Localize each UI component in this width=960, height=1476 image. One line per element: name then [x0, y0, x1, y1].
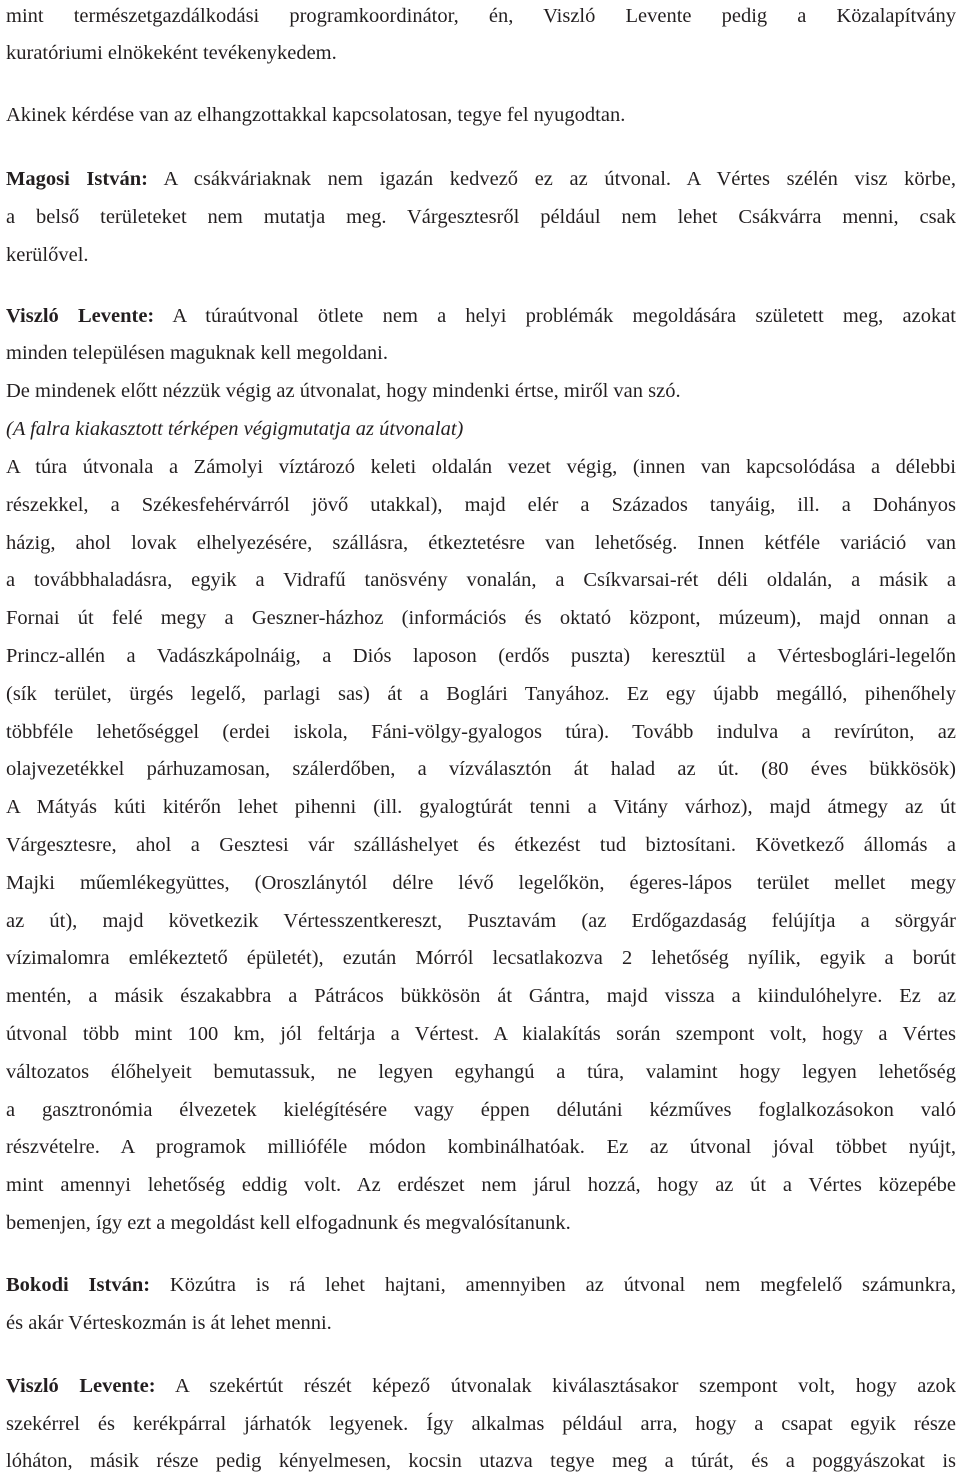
speaker-line — [6, 169, 956, 190]
text-line: többféle lehetőséggel (erdei iskola, Fáni-völgy-gyalogos túra). Tovább indulva a revírúton, az — [6, 721, 956, 743]
text-line: minden településen maguknak kell megoldani. — [6, 342, 388, 364]
speaker-line — [6, 1275, 956, 1296]
text-line: mint természetgazdálkodási programkoordinátor, én, Viszló Levente pedig a Közalapítvány — [6, 5, 956, 27]
text-line: házig, ahol lovak elhelyezésére, szállásra, étkeztetésre van lehetőség. Innen kétféle variáció van — [6, 532, 956, 554]
text-line: kerülővel. — [6, 244, 89, 266]
text-line: részvételre. A programok millióféle módon kombinálhatóak. Ez az útvonal jóval többet nyújt, — [6, 1136, 956, 1158]
text-line: az út), majd következik Vértesszentkereszt, Pusztavám (az Erdőgazdaság felújítja a sörgyár — [6, 910, 956, 932]
text-line: Princz-allén a Vadászkápolnáig, a Diós laposon (erdős puszta) keresztül a Vértesboglári-legelőn — [6, 645, 956, 667]
text-line: Várgesztesre, ahol a Gesztesi vár szálláshelyet és étkezést tud biztosítani. Következő állomás a — [6, 834, 956, 856]
text-line: kuratóriumi elnökeként tevékenykedem. — [6, 42, 337, 64]
text-run: A túraútvonal ötlete nem a helyi problémák megoldására született meg, azokat — [154, 305, 956, 327]
text-line: De mindenek előtt nézzük végig az útvonalat, hogy mindenki értse, miről van szó. — [6, 380, 681, 402]
text-line: A túra útvonala a Zámolyi víztározó keleti oldalán vezet végig, (innen van kapcsolódása a délebbi — [6, 456, 956, 478]
text-line: változatos élőhelyeit bemutassuk, ne legyen egyhangú a túra, valamint hogy legyen lehetőség — [6, 1061, 956, 1083]
text-line: Fornai út felé megy a Geszner-házhoz (információs és oktató központ, múzeum), majd onnan a — [6, 607, 956, 629]
text-line: a továbbhaladásra, egyik a Vidrafű tanösvény vonalán, a Csíkvarsai-rét déli oldalán, a másik a — [6, 569, 956, 591]
text-line: a gasztronómia élvezetek kielégítésére vagy éppen délutáni kézműves foglalkozásokon való — [6, 1099, 956, 1121]
text-line: olajvezetékkel párhuzamosan, szálerdőben, a vízválasztón át halad az út. (80 éves bükkösök) — [6, 758, 956, 780]
text-run: Közútra is rá lehet hajtani, amennyiben az útvonal nem megfelelő számunkra, — [150, 1274, 956, 1296]
text-line: szekérrel és kerékpárral járhatók legyenek. Így alkalmas például arra, hogy a csapat egyik része — [6, 1413, 956, 1435]
speaker-name: Viszló Levente: — [6, 1375, 156, 1397]
text-line: Akinek kérdése van az elhangzottakkal kapcsolatosan, tegye fel nyugodtan. — [6, 104, 626, 126]
text-line: vízimalomra emlékeztető épületét), ezután Mórról lecsatlakozva 2 lehetőség nyílik, egyik a borút — [6, 947, 956, 969]
speaker-name: Bokodi István: — [6, 1274, 151, 1296]
text-line: lóháton, másik része pedig kényelmesen, kocsin utazva tegye meg a túrát, és a poggyászokat is — [6, 1450, 956, 1472]
speaker-name: Viszló Levente: — [6, 305, 155, 327]
text-line: és akár Vérteskozmán is át lehet menni. — [6, 1312, 332, 1334]
text-line: mint amennyi lehetőség eddig volt. Az erdészet nem járul hozzá, hogy az út a Vértes közepébe — [6, 1174, 956, 1196]
text-line: A Mátyás kúti kitérőn lehet pihenni (ill. gyalogtúrát tenni a Vitány várhoz), majd átmegy az út — [6, 796, 956, 818]
text-line: (sík terület, ürgés legelő, parlagi sas) át a Boglári Tanyához. Ez egy újabb megálló, pihenőhely — [6, 683, 956, 705]
stage-direction: (A falra kiakasztott térképen végigmutatja az útvonalat) — [6, 418, 464, 440]
speaker-line — [6, 306, 956, 327]
speaker-line — [6, 1376, 956, 1397]
text-run: A szekértút részét képező útvonalak kiválasztásakor szempont volt, hogy azok — [155, 1375, 956, 1397]
text-line: mentén, a másik északabbra a Pátrácos bükkösön át Gántra, majd vissza a kiindulóhelyre. Ez az — [6, 985, 956, 1007]
text-line: részekkel, a Székesfehérvárról jövő utakkal), majd elér a Százados tanyáig, ill. a Dohányos — [6, 494, 956, 516]
speaker-name: Magosi István: — [6, 168, 148, 190]
text-line: útvonal több mint 100 km, jól feltárja a Vértest. A kialakítás során szempont volt, hogy a Vértes — [6, 1023, 956, 1045]
text-line: a belső területeket nem mutatja meg. Várgesztesről például nem lehet Csákvárra menni, csak — [6, 206, 956, 228]
text-run: A csákváriaknak nem igazán kedvező ez az útvonal. A Vértes szélén visz körbe, — [147, 168, 956, 190]
text-line: bemenjen, így ezt a megoldást kell elfogadnunk és megvalósítanunk. — [6, 1212, 571, 1234]
text-line: Majki műemlékegyüttes, (Oroszlánytól délre lévő legelőkön, égeres-lápos terület mellet megy — [6, 872, 956, 894]
